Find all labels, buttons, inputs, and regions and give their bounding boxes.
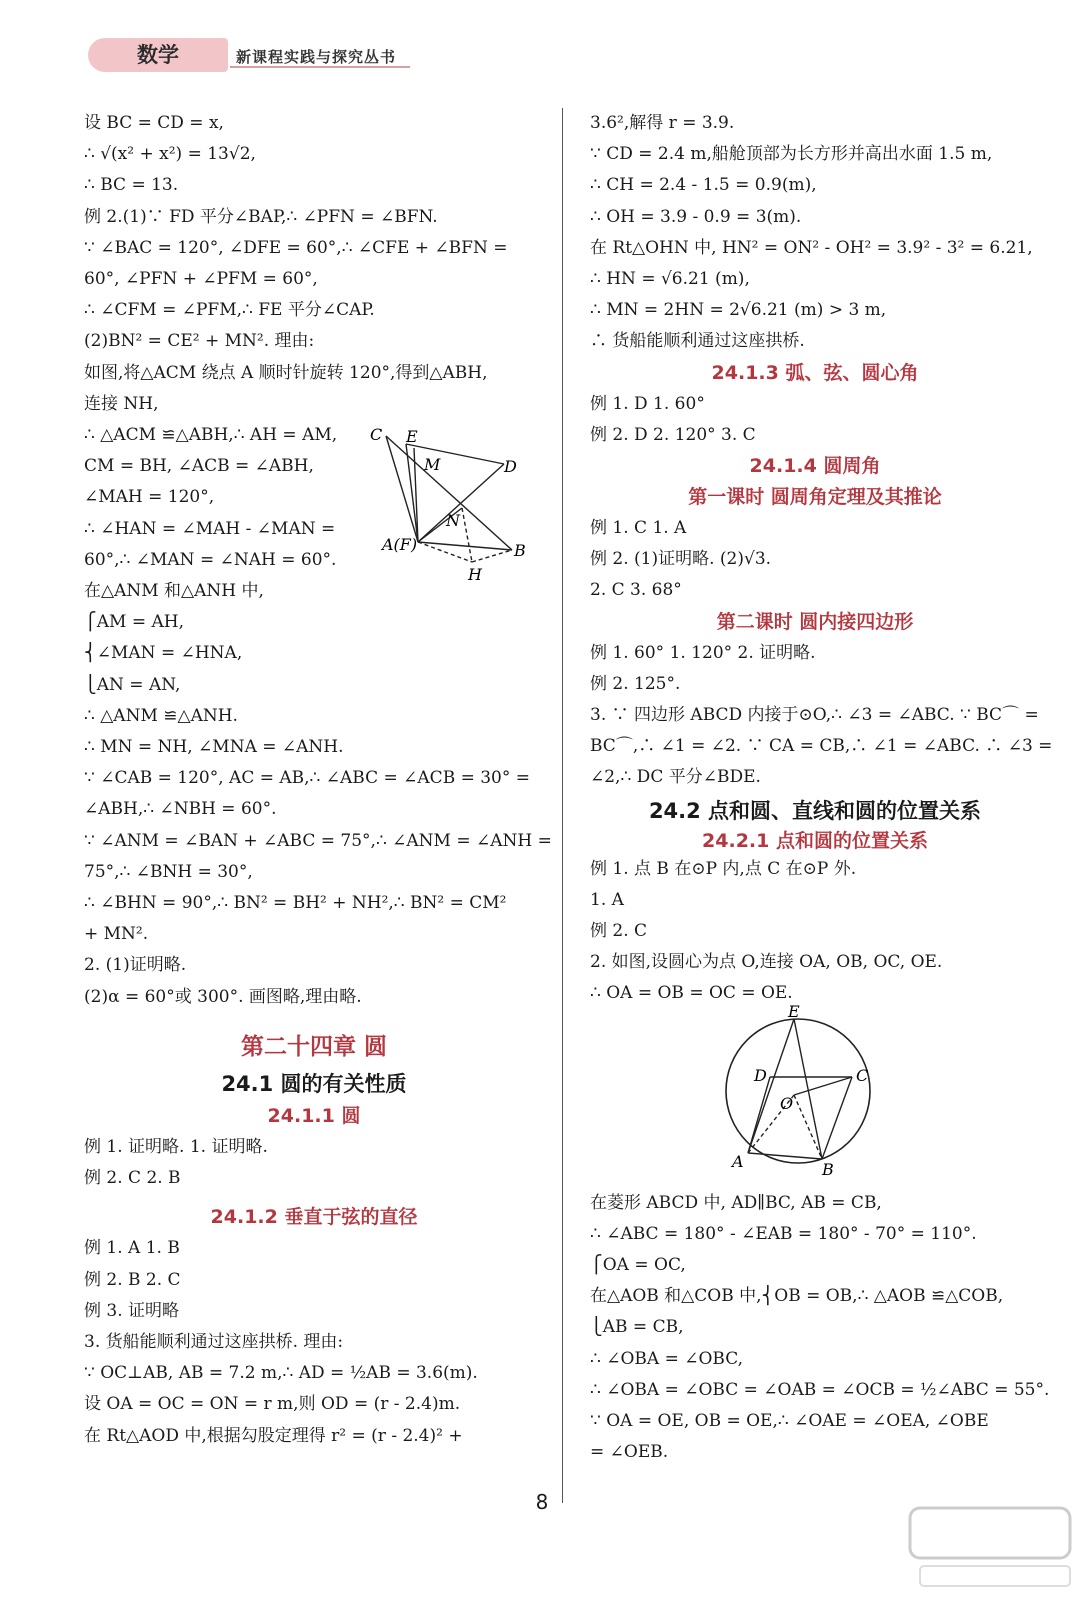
fig1-label-b: B [514,541,526,560]
answer-line: 例 2. 125°. [590,673,681,694]
chapter-title: 第二十四章 圆 [240,1033,387,1060]
answer-line: ∴ MN = NH, ∠MNA = ∠ANH. [84,737,344,758]
answer-line: 例 2. C [590,921,648,942]
answer-line: 1. A [590,889,624,910]
answer-line: ∴ △ANM ≌△ANH. [84,705,238,726]
answer-line: BC⌒,∴ ∠1 = ∠2. ∵ CA = CB,∴ ∠1 = ∠ABC. ∴ ∠3 = [590,736,1053,757]
answer-line: ∵ OA = OE, OB = OE,∴ ∠OAE = ∠OEA, ∠OBE [590,1411,989,1432]
fig2-label-d: D [754,1066,767,1085]
column-divider [562,108,563,1503]
answer-line: ∴ MN = 2HN = 2√6.21 (m) > 3 m, [590,300,887,321]
fig1-label-n: N [446,511,460,530]
answer-line: ⎧OA = OC, [590,1255,686,1276]
answer-line: ∴ △ACM ≌△ABH,∴ AH = AM, [84,425,338,446]
answer-line: ∴ √(x² + x²) = 13√2, [84,144,256,165]
answer-line: 例 2. D 2. 120° 3. C [590,424,756,445]
answer-line: ⎩AB = CB, [590,1317,684,1338]
fig2-label-a: A [732,1152,744,1171]
answer-line: ∠ABH,∴ ∠NBH = 60°. [84,799,277,820]
answer-line: 3. ∵ 四边形 ABCD 内接于⊙O,∴ ∠3 = ∠ABC. ∵ BC⌒ = [590,705,1039,726]
fig1-label-h: H [468,565,482,584]
answer-line: ∵ ∠ANM = ∠BAN + ∠ABC = 75°,∴ ∠ANM = ∠ANH = [84,830,552,851]
triangle-rotation-figure [364,420,544,590]
section-24-1-title: 24.1 圆的有关性质 [221,1071,407,1096]
answer-line: 在△ANM 和△ANH 中, [84,581,264,602]
page-number: 8 [535,1490,549,1514]
answer-line: 设 BC = CD = x, [84,113,224,133]
answer-line: 连接 NH, [84,393,159,414]
answer-line: 在△AOB 和△COB 中,⎨OB = OB,∴ △AOB ≌△COB, [590,1286,1004,1307]
fig1-label-d: D [504,457,517,476]
answer-line: + MN². [84,924,149,945]
answer-line: ∵ ∠CAB = 120°, AC = AB,∴ ∠ABC = ∠ACB = 30° = [84,768,531,789]
section-24-2-title: 24.2 点和圆、直线和圆的位置关系 [648,798,982,823]
answer-line: 例 2. C 2. B [84,1168,181,1189]
watermark-logo [900,1500,1080,1595]
answer-line: 在 Rt△AOD 中,根据勾股定理得 r² = (r - 2.4)² + [84,1425,463,1446]
answer-line: 在 Rt△OHN 中, HN² = ON² - OH² = 3.9² - 3² = 6.21, [590,237,1033,258]
subsection-24-1-3-title: 24.1.3 弧、弦、圆心角 [711,361,919,384]
answer-line: ∴ ∠CFM = ∠PFM,∴ FE 平分∠CAP. [84,300,375,321]
answer-line: (2)α = 60°或 300°. 画图略,理由略. [84,986,362,1007]
header-rule [230,66,410,68]
answer-line: 例 1. 60° 1. 120° 2. 证明略. [590,642,816,663]
answer-line: 例 2. (1)证明略. (2)√3. [590,549,772,570]
lesson-2-title: 第二课时 圆内接四边形 [716,610,914,633]
fig1-label-c: C [370,425,383,444]
answer-line: ∴ 货船能顺利通过这座拱桥. [590,331,805,352]
answers-24-2-1 [590,854,1040,1010]
answer-line: 如图,将△ACM 绕点 A 顺时针旋转 120°,得到△ABH, [84,362,488,383]
fig1-label-m: M [424,455,441,474]
answer-line: ⎨∠MAN = ∠HNA, [84,643,243,664]
left-column [84,108,552,1452]
fig2-label-c: C [856,1066,869,1085]
subject-tab: 数学 [88,38,228,72]
answer-line: 3.6²,解得 r = 3.9. [590,113,735,133]
answer-line: ∴ HN = √6.21 (m), [590,269,750,290]
answer-line: 例 1. A 1. B [84,1238,180,1259]
answer-line: 2. 如图,设圆心为点 O,连接 OA, OB, OC, OE. [590,952,943,973]
answer-line: ∴ BC = 13. [84,175,179,196]
answer-line: 例 2. B 2. C [84,1269,181,1290]
answer-line: ∴ OA = OB = OC = OE. [590,983,793,1004]
answer-line: 75°,∴ ∠BNH = 30°, [84,861,253,882]
answer-line: 例 1. D 1. 60° [590,393,705,414]
answer-line: ∵ CD = 2.4 m,船舱顶部为长方形并高出水面 1.5 m, [590,144,993,165]
answer-line: 例 3. 证明略 [84,1300,180,1321]
answer-line: 60°,∴ ∠MAN = ∠NAH = 60°. [84,549,337,570]
answer-line: ∵ ∠BAC = 120°, ∠DFE = 60°,∴ ∠CFE + ∠BFN = [84,237,508,258]
answer-line: 60°, ∠PFN + ∠PFM = 60°, [84,269,318,290]
answer-line: 例 1. 证明略. 1. 证明略. [84,1136,268,1157]
lesson-1-title: 第一课时 圆周角定理及其推论 [688,486,942,509]
subsection-24-1-1-title: 24.1.1 圆 [267,1104,361,1127]
answer-line: 在菱形 ABCD 中, AD∥BC, AB = CB, [590,1192,882,1213]
answers-lesson-2 [590,638,1053,794]
answers-24-1-1 [84,1132,544,1194]
answer-line: 例 1. C 1. A [590,518,687,539]
right-column [590,108,1053,1469]
answer-line: ∴ OH = 3.9 - 0.9 = 3(m). [590,206,802,227]
answer-line: CM = BH, ∠ACB = ∠ABH, [84,456,314,477]
answer-line: ∴ CH = 2.4 - 1.5 = 0.9(m), [590,175,817,196]
answers-24-1-3 [590,389,1040,451]
answer-line: ∠2,∴ DC 平分∠BDE. [590,767,761,788]
fig1-label-a: A(F) [382,535,418,554]
subsection-24-2-1-title: 24.2.1 点和圆的位置关系 [702,829,928,852]
subsection-24-1-2-title: 24.1.2 垂直于弦的直径 [210,1206,418,1229]
answers-lesson-1 [590,513,1040,607]
answer-line: ∴ ∠BHN = 90°,∴ BN² = BH² + NH²,∴ BN² = CM² [84,893,507,914]
answers-24-1-2 [84,1233,544,1451]
answer-line: ∴ ∠OBA = ∠OBC = ∠OAB = ∠OCB = ½∠ABC = 55°. [590,1379,1050,1400]
answer-line: ⎩AN = AN, [84,674,181,695]
answer-line: 2. (1)证明略. [84,955,187,976]
answer-line: 例 2.(1)∵ FD 平分∠BAP,∴ ∠PFN = ∠BFN. [84,206,438,227]
answer-line: ∠MAH = 120°, [84,487,215,508]
answer-line: 3. 货船能顺利通过这座拱桥. 理由: [84,1331,344,1352]
fig2-label-o: O [780,1094,794,1113]
answer-line: 设 OA = OC = ON = r m,则 OD = (r - 2.4)m. [84,1394,461,1415]
answers-after-circle [590,1188,1050,1469]
fig2-label-e: E [788,1005,800,1021]
answer-line: ∴ ∠ABC = 180° - ∠EAB = 180° - 70° = 110°. [590,1223,977,1244]
answer-line: 例 1. 点 B 在⊙P 内,点 C 在⊙P 外. [590,858,857,879]
answer-line: ∴ ∠HAN = ∠MAH - ∠MAN = [84,518,336,539]
answer-line: = ∠OEB. [590,1442,669,1463]
right-top-lines [590,108,1040,358]
answer-line: (2)BN² = CE² + MN². 理由: [84,331,315,352]
fig2-label-b: B [822,1160,834,1179]
subsection-24-1-4-title: 24.1.4 圆周角 [749,455,881,478]
answer-line: ∴ ∠OBA = ∠OBC, [590,1348,744,1369]
fig1-label-e: E [406,427,418,446]
circle-figure [712,1005,892,1180]
answer-line: 2. C 3. 68° [590,580,682,601]
series-title: 新课程实践与探究丛书 [236,48,397,66]
answer-line: ⎧AM = AH, [84,612,184,633]
answer-line: ∵ OC⊥AB, AB = 7.2 m,∴ AD = ½AB = 3.6(m). [84,1363,478,1384]
